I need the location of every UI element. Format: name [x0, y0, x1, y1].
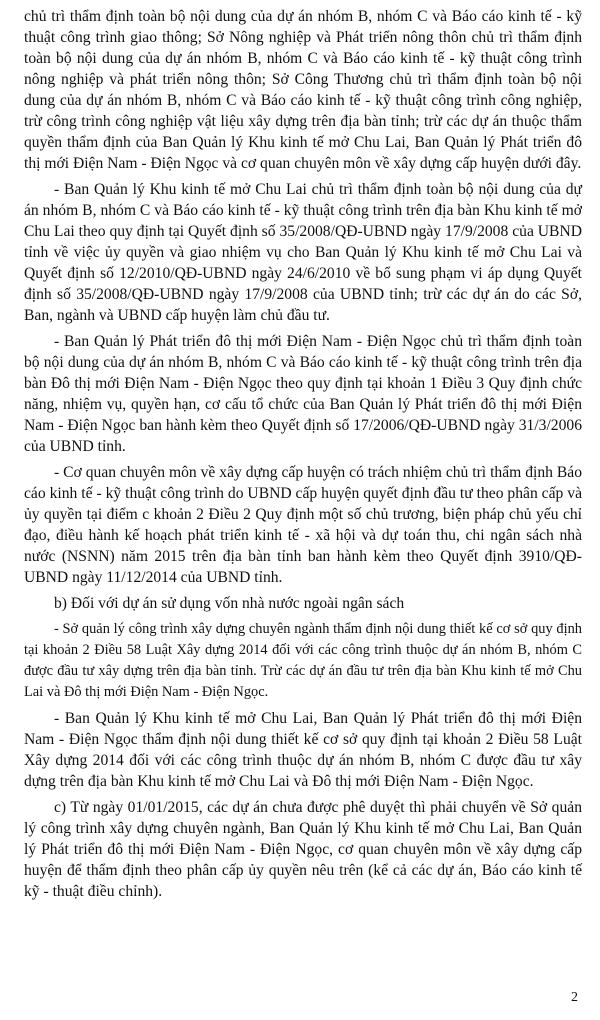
section-heading-b: b) Đối với dự án sử dụng vốn nhà nước ngoài ngân sách — [54, 595, 405, 612]
page-number: 2 — [571, 990, 578, 1005]
paragraph-c-transition: c) Từ ngày 01/01/2015, các dự án chưa được phê duyệt thì phải chuyển về Sở quản lý công trình xây dựng chuyên ngành, Ban Quản lý Khu kinh tế mở Chu Lai, Ban Quản lý Phát triển đô thị mới Điện Nam - Điện Ngọc, cơ quan chuyên môn về xây dựng cấp huyện để thẩm định theo phân cấp ủy quyền nêu trên (kể cả các dự án, Báo cáo kinh tế kỹ - thuật điều chỉnh). — [24, 799, 582, 900]
paragraph-continuation: chủ trì thẩm định toàn bộ nội dung của dự án nhóm B, nhóm C và Báo cáo kinh tế - kỹ thuật công trình giao thông; Sở Nông nghiệp và Phát triển nông thôn chủ trì thẩm định toàn bộ nội dung của dự án nhóm B, nhóm C và Báo cáo kinh tế - kỹ thuật công trình nông nghiệp và phát triển nông thôn; Sở Công Thương chủ trì thẩm định toàn bộ nội dung của dự án nhóm B, nhóm C và Báo cáo kinh tế - kỹ thuật công trình công nghiệp, trừ công trình công nghiệp vật liệu xây dựng trên địa bàn tỉnh; trừ các dự án thuộc thẩm quyền thẩm định của Ban Quản lý Khu kinh tế mở Chu Lai, Ban Quản lý Phát triển đô thị mới Điện Nam - Điện Ngọc và cơ quan chuyên môn về xây dựng cấp huyện dưới đây. — [24, 8, 582, 172]
paragraph-district-agency: - Cơ quan chuyên môn về xây dựng cấp huyện có trách nhiệm chủ trì thẩm định Báo cáo kinh tế - kỹ thuật công trình do UBND cấp huyện quyết định đầu tư theo phân cấp và ủy quyền tại điểm c khoản 2 Điều 2 Quy định một số chủ trương, biện pháp chủ yếu chỉ đạo, điều hành kế hoạch phát triển kinh tế - xã hội và dự toán thu, chi ngân sách nhà nước (NSNN) năm 2015 trên địa bàn tỉnh ban hành kèm theo Quyết định 3910/QĐ-UBND ngày 11/12/2014 của UBND tỉnh. — [24, 464, 582, 586]
paragraph-dien-nam-dien-ngoc: - Ban Quản lý Phát triển đô thị mới Điện Nam - Điện Ngọc chủ trì thẩm định toàn bộ nội dung của dự án nhóm B, nhóm C và Báo cáo kinh tế - kỹ thuật công trình trên địa bàn Đô thị mới Điện Nam - Điện Ngọc theo quy định tại khoản 1 Điều 3 Quy định chức năng, nhiệm vụ, quyền hạn, cơ cấu tổ chức của Ban Quản lý Phát triển đô thị mới Điện Nam - Điện Ngọc ban hành kèm theo Quyết định số 17/2006/QĐ-UBND ngày 31/3/2006 của UBND tỉnh. — [24, 333, 582, 455]
paragraph-specialized-department: - Sở quản lý công trình xây dựng chuyên ngành thẩm định nội dung thiết kế cơ sở quy định tại khoản 2 Điều 58 Luật Xây dựng 2014 đối với các công trình thuộc dự án nhóm B, nhóm C được đầu tư xây dựng trên địa bàn tỉnh. Trừ các dự án đầu tư trên địa bàn Khu kinh tế mở Chu Lai và Đô thị mới Điện Nam - Điện Ngọc. — [24, 621, 582, 700]
paragraph-management-boards: - Ban Quản lý Khu kinh tế mở Chu Lai, Ban Quản lý Phát triển đô thị mới Điện Nam - Điện Ngọc thẩm định nội dung thiết kế cơ sở quy định tại khoản 2 Điều 58 Luật Xây dựng 2014 đối với các công trình thuộc dự án nhóm B, nhóm C được đầu tư xây dựng trên địa bàn Khu kinh tế mở Chu Lai và Đô thị mới Điện Nam - Điện Ngọc. — [24, 710, 582, 790]
document-page — [24, 6, 582, 907]
paragraph-chu-lai: - Ban Quản lý Khu kinh tế mở Chu Lai chủ trì thẩm định toàn bộ nội dung của dự án nhóm B, nhóm C và Báo cáo kinh tế - kỹ thuật công trình trên địa bàn Khu kinh tế mở Chu Lai theo quy định tại Quyết định số 35/2008/QĐ-UBND ngày 17/9/2008 của UBND tỉnh về việc ủy quyền và giao nhiệm vụ cho Ban Quản lý Khu kinh tế mở Chu Lai và Quyết định số 12/2010/QĐ-UBND ngày 24/6/2010 về bổ sung phạm vi áp dụng Quyết định số 35/2008/QĐ-UBND ngày 17/9/2008 của UBND tỉnh; trừ các dự án do các Sở, Ban, ngành và UBND cấp huyện làm chủ đầu tư. — [24, 181, 582, 324]
